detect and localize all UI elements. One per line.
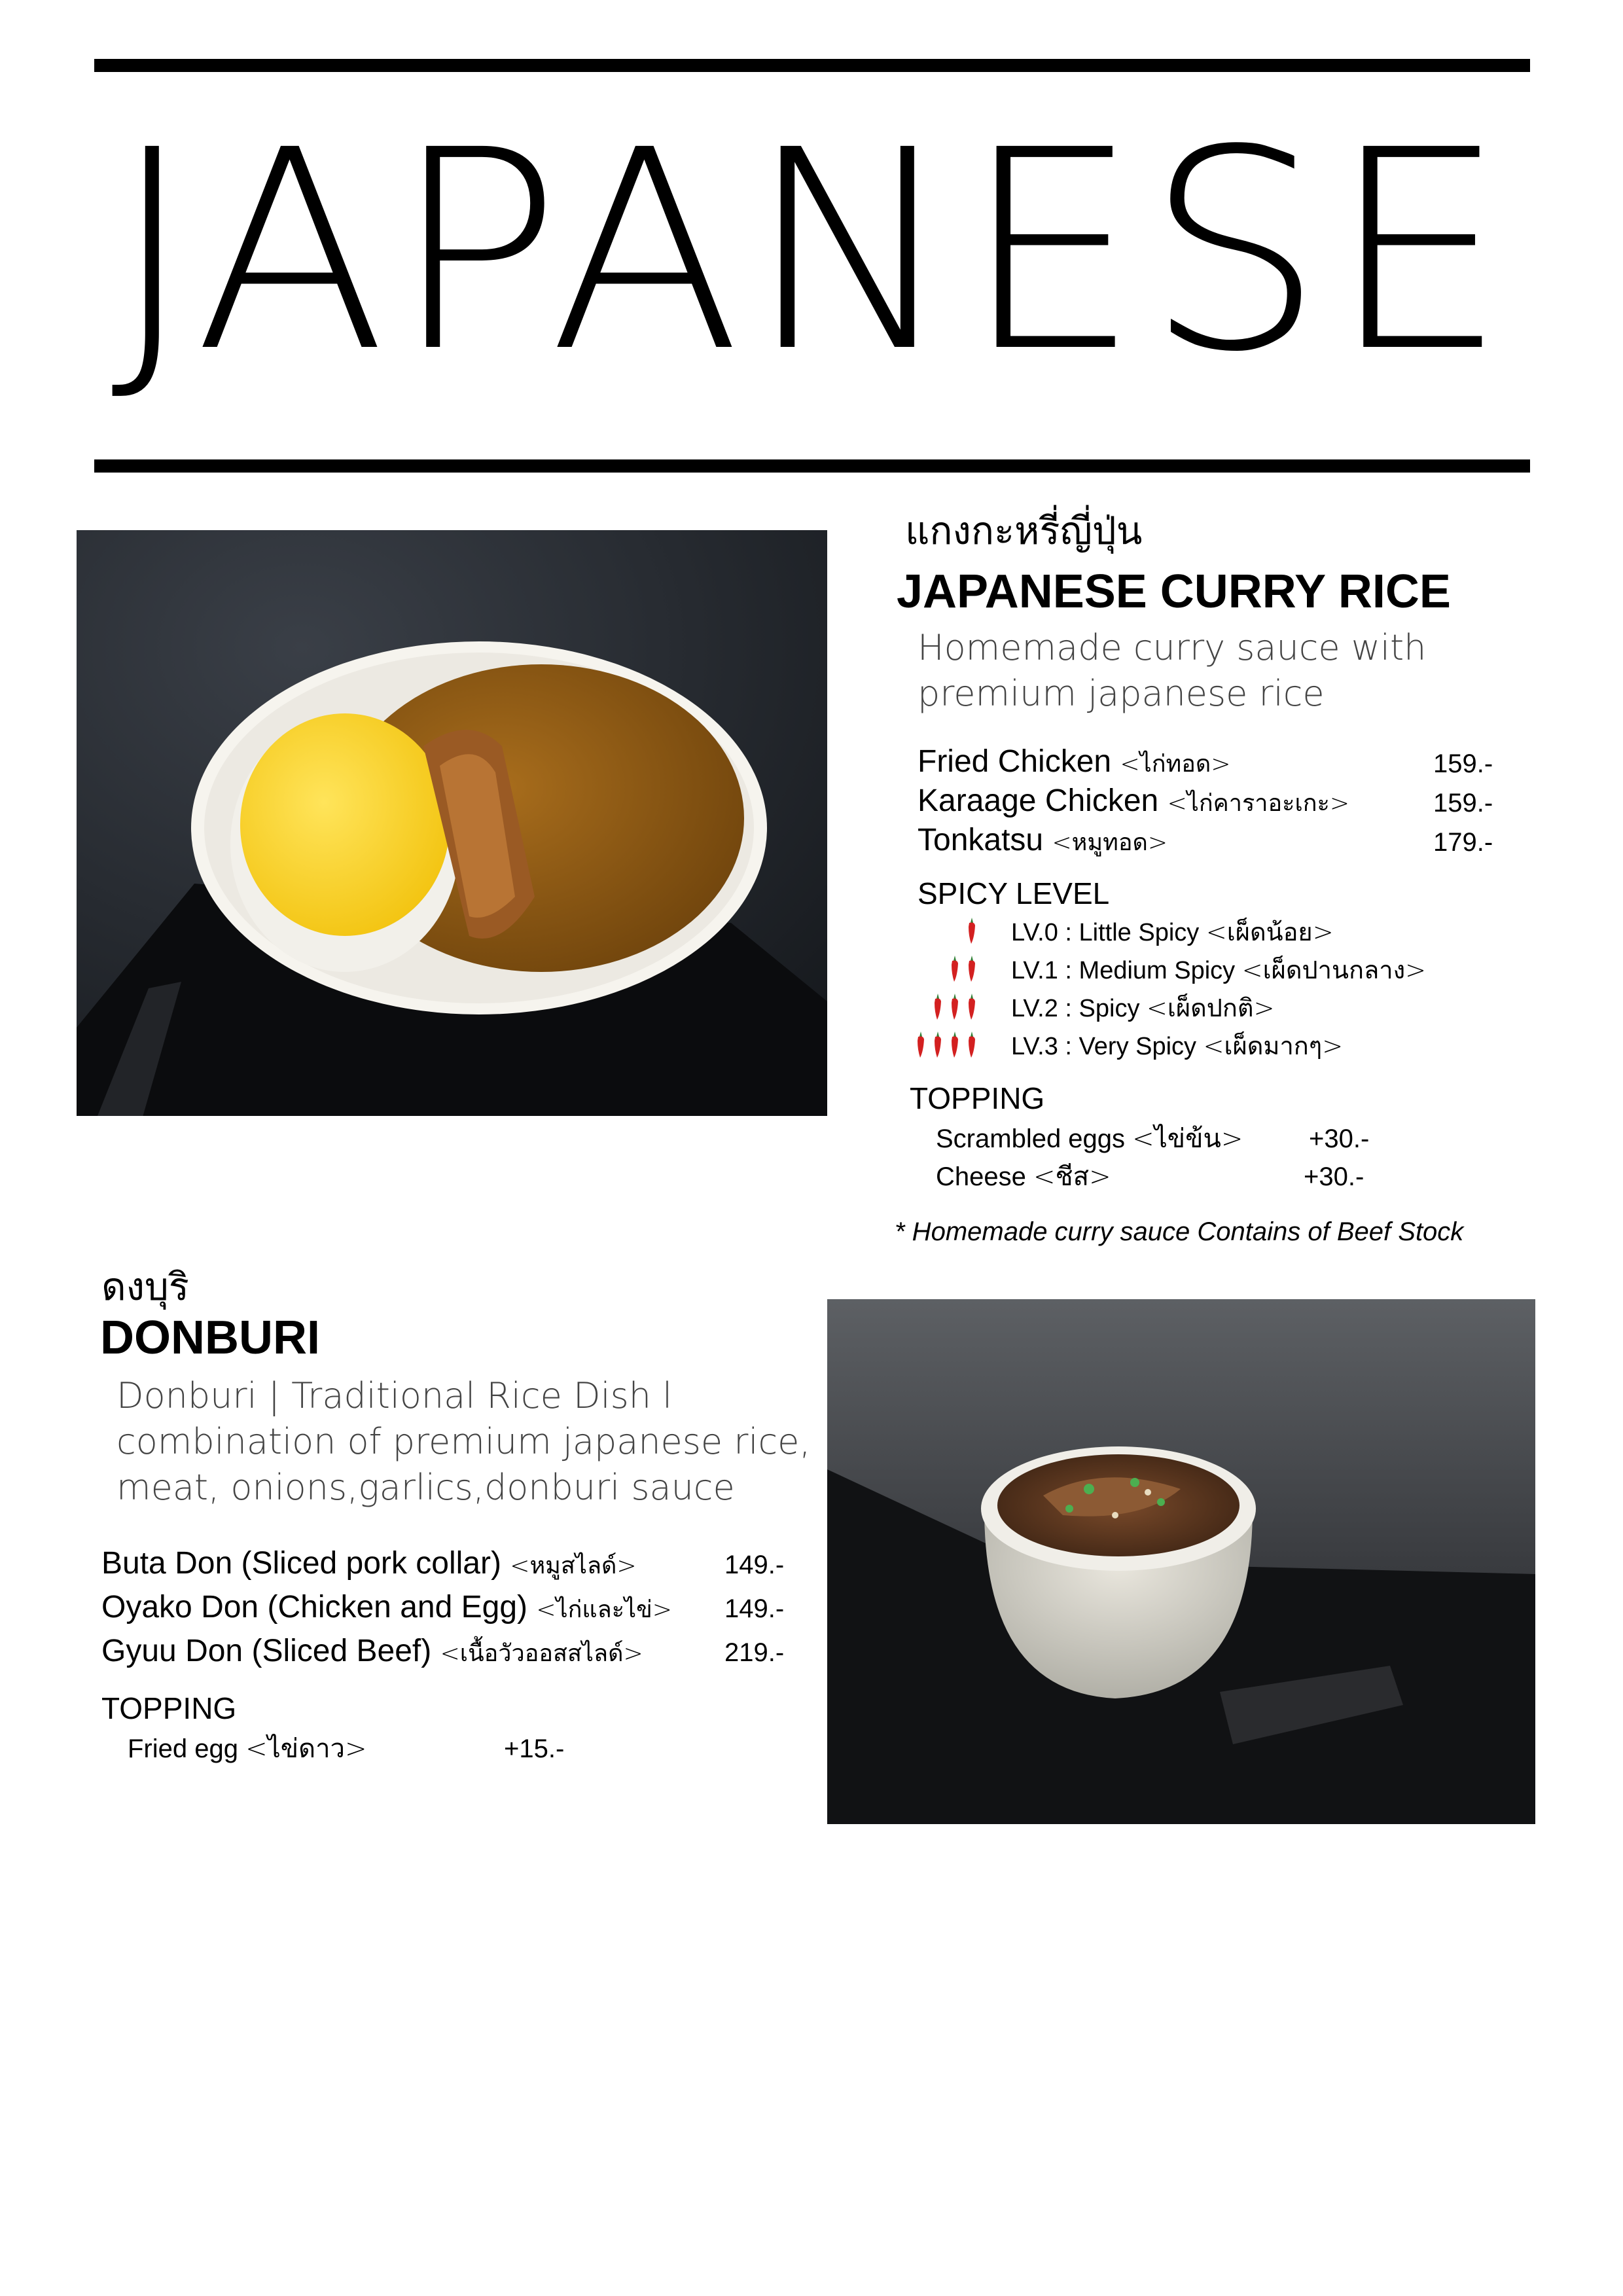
topping-price: +15.- — [504, 1734, 565, 1763]
item-name: Oyako Don — [101, 1590, 259, 1624]
spicy-level-heading: SPICY LEVEL — [918, 876, 1110, 910]
topping-thai: <ไข่ดาว> — [245, 1734, 367, 1764]
chili-rating — [948, 954, 978, 983]
spicy-level-label: LV.1 : Medium Spicy — [1011, 957, 1236, 984]
topping-thai: <ไข่ข้น> — [1132, 1124, 1243, 1154]
item-price: 149.- — [724, 1594, 785, 1623]
item-thai-name: <ไก่และไข่> — [536, 1596, 672, 1623]
spicy-level-item — [1011, 958, 1426, 983]
chili-icon — [931, 992, 944, 1021]
chili-rating — [914, 1030, 978, 1059]
item-price: 179.- — [1433, 828, 1493, 857]
curry-thai-title: แกงกะหรี่ญี่ปุ่น — [905, 509, 1143, 553]
spicy-level-thai: <เผ็ดปานกลาง> — [1241, 956, 1426, 984]
topping-item — [128, 1736, 367, 1762]
description-line: Donburi | Traditional Rice Dish l — [116, 1375, 673, 1416]
donburi-section-title: DONBURI — [100, 1312, 320, 1364]
topping-name: Cheese — [936, 1162, 1026, 1191]
chili-icon — [948, 1030, 961, 1059]
chili-icon — [965, 992, 978, 1021]
menu-item — [101, 1548, 637, 1579]
header-divider — [94, 459, 1530, 473]
chili-icon — [914, 1030, 927, 1059]
menu-item — [101, 1592, 672, 1623]
chili-rating — [965, 916, 978, 945]
topping-price: +30.- — [1304, 1162, 1364, 1191]
spicy-level-label: LV.3 : Very Spicy — [1011, 1033, 1197, 1060]
item-thai-name: <หมูทอด> — [1052, 829, 1168, 856]
item-thai-name: <ไก่คาราอะเกะ> — [1167, 790, 1350, 817]
item-detail: (Chicken and Egg) — [267, 1590, 528, 1624]
donburi-description — [116, 1373, 836, 1511]
spicy-level-label: LV.0 : Little Spicy — [1011, 919, 1200, 946]
chili-icon — [965, 1030, 978, 1059]
item-thai-name: <เนื้อวัวออสสไลด์> — [440, 1640, 643, 1667]
item-thai-name: <ไก่ทอด> — [1120, 751, 1231, 778]
item-name: Fried Chicken — [918, 744, 1112, 779]
chili-icon — [948, 954, 961, 983]
item-name: Gyuu Don — [101, 1634, 243, 1668]
page-title: JAPANESE — [111, 92, 1512, 412]
description-line: combination of premium japanese rice, — [116, 1421, 811, 1463]
curry-rice-photo — [77, 530, 827, 1116]
curry-section-title: JAPANESE CURRY RICE — [897, 565, 1451, 618]
item-price: 219.- — [724, 1638, 785, 1667]
menu-item — [918, 746, 1230, 778]
spicy-level-item — [1011, 1033, 1343, 1059]
item-detail: (Sliced pork collar) — [241, 1546, 501, 1581]
item-name: Buta Don — [101, 1546, 233, 1581]
topping-name: Fried egg — [128, 1734, 238, 1763]
donburi-photo — [827, 1299, 1535, 1824]
menu-item — [918, 825, 1168, 856]
spicy-level-thai: <เผ็ดปกติ> — [1147, 994, 1275, 1022]
curry-footnote: * Homemade curry sauce Contains of Beef Stock — [895, 1217, 1464, 1246]
chili-icon — [965, 954, 978, 983]
spicy-level-item — [1011, 996, 1274, 1021]
donburi-topping-heading: TOPPING — [101, 1691, 237, 1725]
spicy-level-label: LV.2 : Spicy — [1011, 995, 1140, 1022]
description-line: meat, onions,garlics,donburi sauce — [116, 1467, 735, 1509]
item-name: Tonkatsu — [918, 823, 1044, 857]
item-price: 149.- — [724, 1551, 785, 1579]
topping-item — [936, 1164, 1111, 1190]
top-divider — [94, 59, 1530, 72]
menu-item — [918, 785, 1349, 817]
spicy-level-item — [1011, 920, 1334, 945]
topping-name: Scrambled eggs — [936, 1124, 1126, 1153]
item-detail: (Sliced Beef) — [251, 1634, 432, 1668]
item-thai-name: <หมูสไลด์> — [510, 1552, 637, 1579]
menu-item — [101, 1636, 643, 1667]
topping-thai: <ชีส> — [1033, 1162, 1111, 1192]
spicy-level-thai: <เผ็ดน้อย> — [1205, 918, 1334, 946]
donburi-thai-title: ดงบุริ — [101, 1265, 189, 1309]
curry-description: Homemade curry sauce with premium japanese rice — [918, 627, 1427, 715]
curry-topping-heading: TOPPING — [910, 1081, 1045, 1115]
spicy-level-thai: <เผ็ดมากๆ> — [1203, 1031, 1344, 1060]
chili-icon — [965, 916, 978, 945]
chili-icon — [931, 1030, 944, 1059]
item-name: Karaage Chicken — [918, 783, 1159, 818]
chili-rating — [931, 992, 978, 1021]
item-price: 159.- — [1433, 789, 1493, 817]
item-price: 159.- — [1433, 749, 1493, 778]
topping-price: +30.- — [1309, 1124, 1370, 1153]
chili-icon — [948, 992, 961, 1021]
topping-item — [936, 1126, 1243, 1152]
